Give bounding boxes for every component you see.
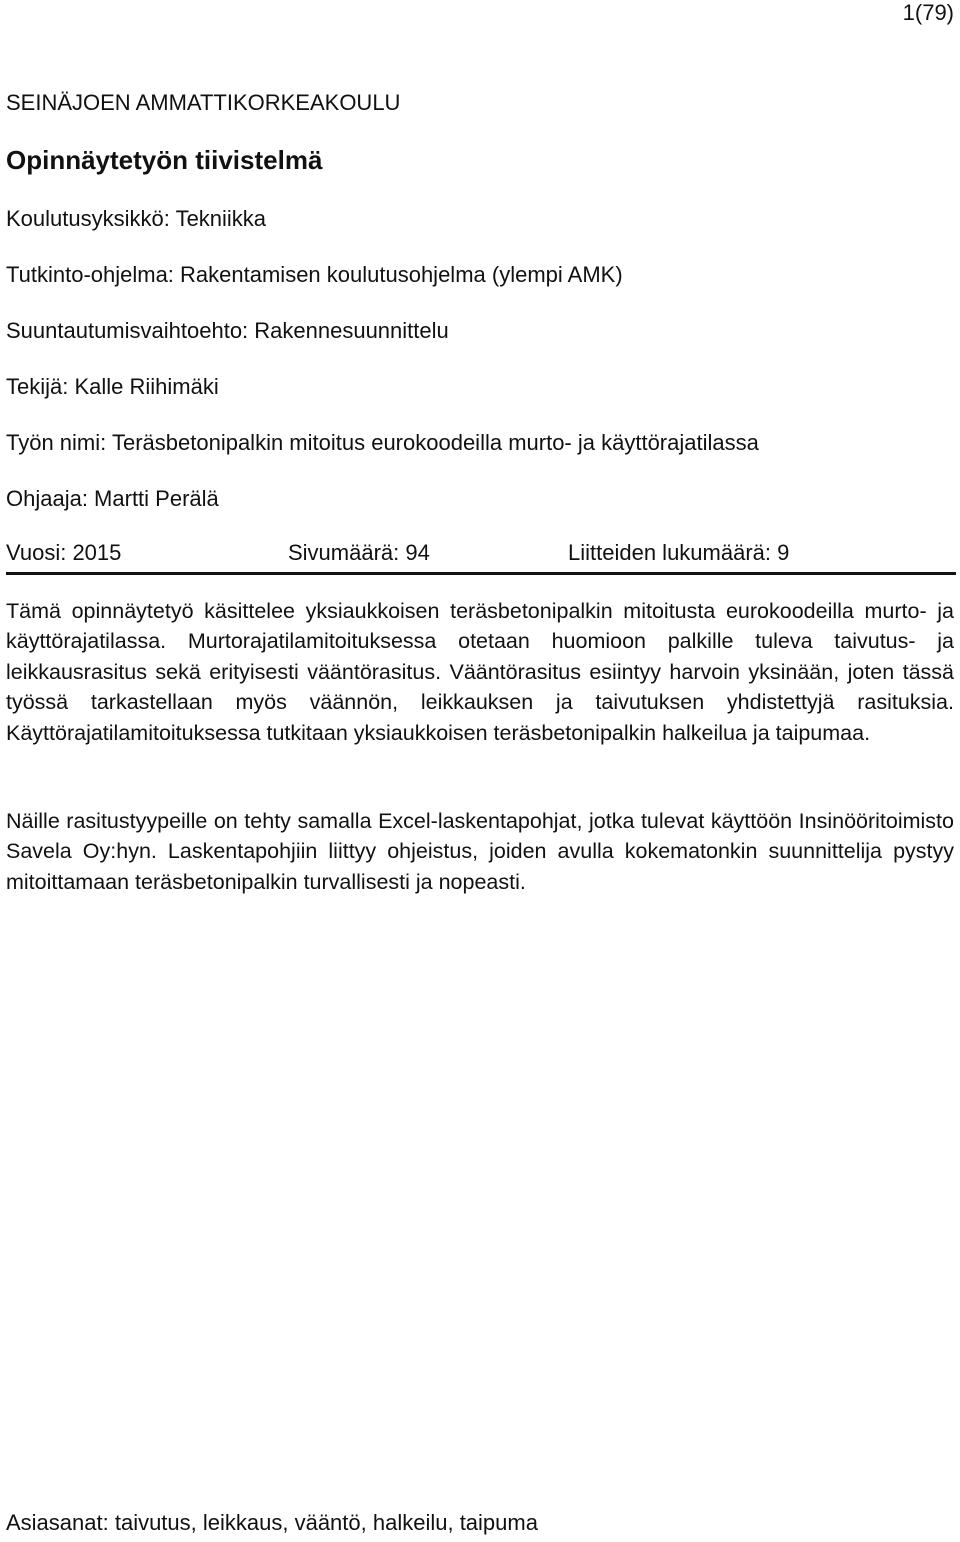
field-specialization: Suuntautumisvaihtoehto: Rakennesuunnittelu	[6, 318, 449, 343]
field-appendix-count: Liitteiden lukumäärä: 9	[568, 540, 790, 565]
field-programme: Tutkinto-ohjelma: Rakentamisen koulutusohjelma (ylempi AMK)	[6, 262, 623, 287]
stats-row	[6, 540, 956, 575]
abstract-paragraph-2: Näille rasitustyypeille on tehty samalla Excel-laskentapohjat, jotka tulevat käyttöön Insinööritoimisto Savela Oy:hyn. Laskentapohjiin liittyy ohjeistus, joiden avulla kokematonkin suunnittelija pystyy mitoittamaan teräsbetonipalkin turvallisesti ja nopeasti.	[6, 809, 954, 894]
keywords: Asiasanat: taivutus, leikkaus, vääntö, halkeilu, taipuma	[6, 1510, 538, 1535]
field-supervisor: Ohjaaja: Martti Perälä	[6, 486, 219, 511]
field-work-title: Työn nimi: Teräsbetonipalkin mitoitus eurokoodeilla murto- ja käyttörajatilassa	[6, 430, 759, 455]
field-author: Tekijä: Kalle Riihimäki	[6, 374, 219, 399]
field-page-count: Sivumäärä: 94	[288, 540, 430, 565]
page-number: 1(79)	[902, 0, 954, 25]
page-title: Opinnäytetyön tiivistelmä	[6, 145, 323, 175]
school-name: SEINÄJOEN AMMATTIKORKEAKOULU	[6, 90, 401, 115]
abstract-paragraph-1: Tämä opinnäytetyö käsittelee yksiaukkoisen teräsbetonipalkin mitoitusta eurokoodeilla murto- ja käyttörajatilassa. Murtorajatilamitoituksessa otetaan huomioon palkille tuleva taivutus- ja leikkausrasitus sekä erityisesti vääntörasitus. Vääntörasitus esiintyy harvoin yksinään, joten tässä työssä tarkastellaan myös väännön, leikkauksen ja taivutuksen yhdistettyjä rasituksia. Käyttörajatilamitoituksessa tutkitaan yksiaukkoisen teräsbetonipalkin halkeilua ja taipumaa.	[6, 599, 954, 745]
field-year: Vuosi: 2015	[6, 540, 122, 565]
field-unit: Koulutusyksikkö: Tekniikka	[6, 206, 267, 231]
